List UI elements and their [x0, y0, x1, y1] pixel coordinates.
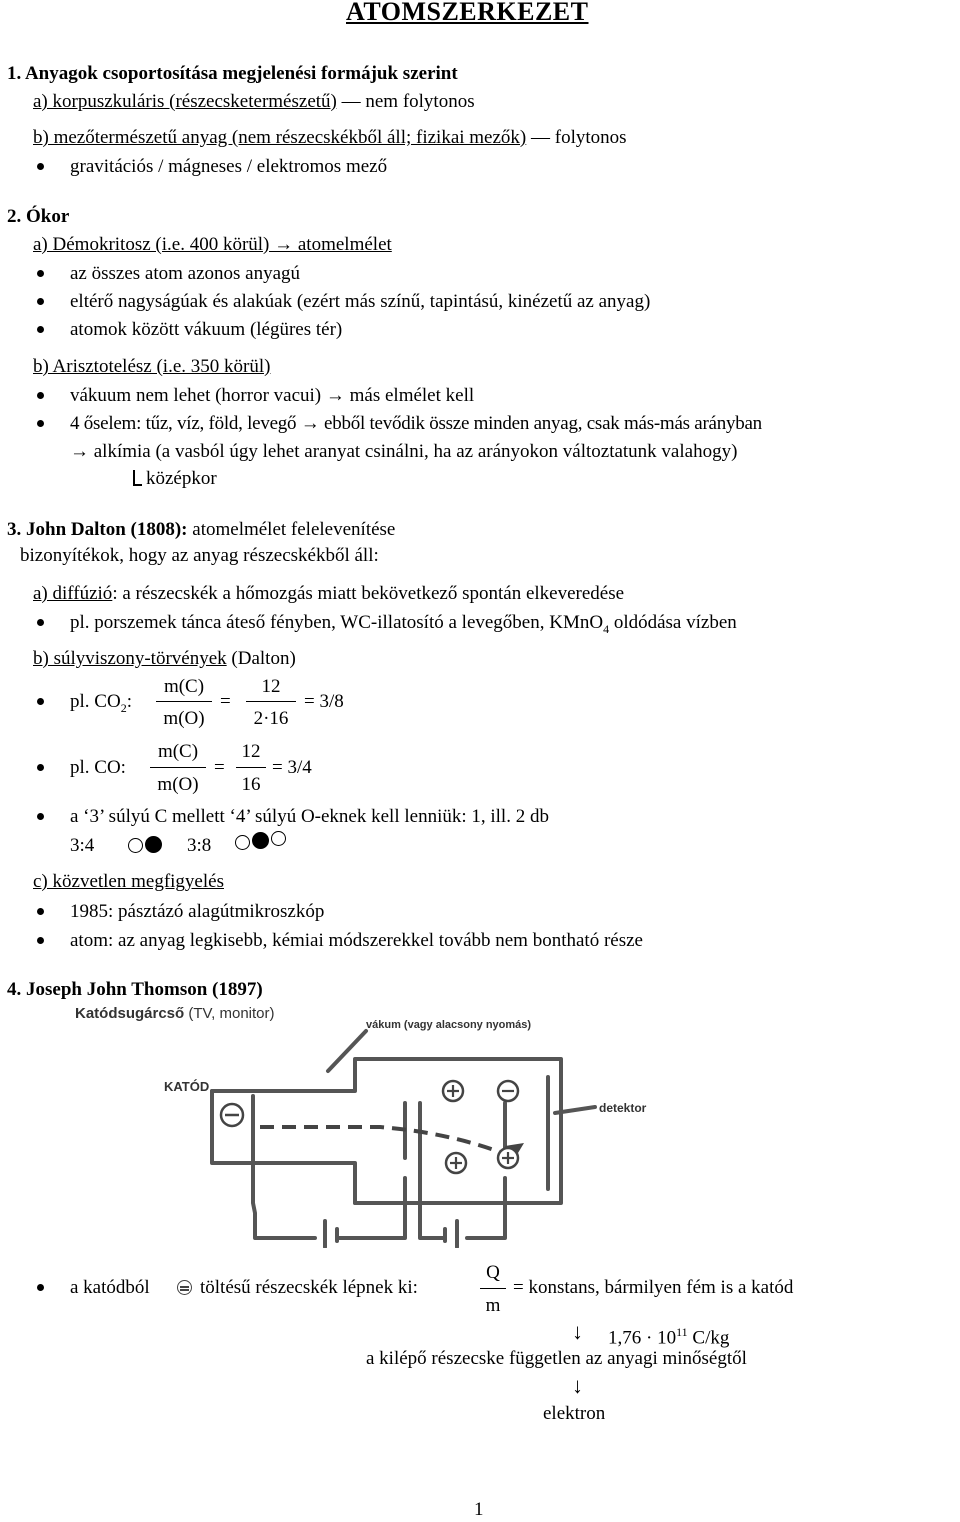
negative-charge-icon: [177, 1280, 192, 1295]
bullet-icon: [37, 937, 44, 944]
s2-a-bullet-1: az összes atom azonos anyagú: [70, 263, 301, 284]
co2-label-text: pl. CO: [70, 691, 121, 712]
s1-a-label: a) korpuszkuláris (részecsketermészetű): [33, 91, 337, 112]
s3-a-label: a) diffúzió: [33, 583, 113, 604]
ratio-3-8: 3:8: [187, 835, 212, 856]
page-number: 1: [474, 1499, 484, 1520]
s3-a-bullet-1-text: pl. porszemek tánca áteső fényben, WC-illatosító a levegőben, KMnO: [70, 612, 604, 633]
co-denominator-2: 16: [241, 774, 261, 795]
bullet-icon: [37, 764, 44, 771]
s2-b-label: b) Arisztotelész (i.e. 350 körül): [33, 356, 271, 377]
s3-a-line: [33, 582, 624, 606]
s3-intro: bizonyítékok, hogy az anyag részecskékből áll:: [20, 545, 379, 566]
fraction-line: [236, 767, 266, 768]
section-3-heading-rest: atomelmélet felelevenítése: [192, 519, 396, 540]
s3-a-bullet-1-text-end: oldódása vízben: [609, 612, 737, 633]
corner-arrow-icon: [133, 470, 142, 486]
ratio-3-4: 3:4: [70, 835, 95, 856]
independent-line: a kilépő részecske független az anyagi minőségtől: [366, 1348, 747, 1369]
charge-q: Q: [486, 1262, 500, 1283]
carbon-atom-icon: [252, 832, 269, 849]
cathode-ray-tube-diagram: [75, 1003, 735, 1248]
oxygen-atom-icon: [235, 835, 250, 850]
bullet-icon: [37, 813, 44, 820]
s3-c-bullet-1: 1985: pásztázó alagútmikroszkóp: [70, 901, 325, 922]
tube-drawing: [75, 1003, 735, 1248]
bullet-icon: [37, 298, 44, 305]
bullet-icon: [37, 1284, 44, 1291]
value-base: 1,76 · 10: [608, 1327, 677, 1349]
cathode-label: KATÓD: [164, 1079, 210, 1094]
s3-a-bullet-1: [70, 611, 737, 641]
oxygen-atom-icon: [271, 831, 286, 846]
down-arrow-icon: ↓: [572, 1319, 583, 1344]
section-3-heading: 3. John Dalton (1808):: [7, 519, 188, 540]
section-1-heading: 1. Anyagok csoportosítása megjelenési formájuk szerint: [7, 63, 458, 84]
s3-b-rest: (Dalton): [226, 648, 296, 669]
mass-m: m: [485, 1295, 501, 1316]
bullet-icon: [37, 698, 44, 705]
thomson-line-mid: töltésű részecskék lépnek ki:: [200, 1277, 418, 1298]
co-numerator: m(C): [157, 741, 199, 762]
s3-c-label: c) közvetlen megfigyelés: [33, 871, 224, 892]
bullet-icon: [37, 420, 44, 427]
s2-a-bullet-2: eltérő nagyságúak és alakúak (ezért más színű, tapintású, kinézetű az anyag): [70, 291, 651, 312]
colon: :: [126, 691, 132, 712]
fraction-line: [246, 701, 296, 702]
s1-bullet-1: gravitációs / mágneses / elektromos mező: [70, 156, 388, 177]
co2-denominator: m(O): [163, 708, 205, 729]
value-unit: C/kg: [687, 1327, 730, 1349]
s2-a-label: a) Démokritosz (i.e. 400 körül) → atomelmélet: [33, 234, 392, 255]
specific-charge-value: [608, 1320, 729, 1350]
carbon-atom-icon: [145, 836, 162, 853]
s2-b-bullet-2: 4 őselem: tűz, víz, föld, levegő → ebből tevődik össze minden anyag, csak más-más arányban: [70, 413, 762, 434]
co-result: = 3/4: [272, 757, 312, 778]
s1-b-rest: — folytonos: [531, 127, 627, 148]
exponent: 11: [676, 1325, 688, 1339]
fraction-line: [480, 1288, 506, 1289]
co-equals: =: [214, 757, 225, 778]
vacuum-label: vákum (vagy alacsony nyomás): [366, 1019, 532, 1031]
s1-a-line: [33, 90, 475, 114]
s3-c-bullet-2: atom: az anyag legkisebb, kémiai módszerekkel tovább nem bontható része: [70, 930, 643, 951]
page-title: ATOMSZERKEZET: [346, 0, 589, 26]
co-numerator-2: 12: [241, 741, 261, 762]
subscript: 2: [120, 700, 127, 715]
diagram-title-rest: (TV, monitor): [184, 1005, 275, 1022]
section-4-heading: 4. Joseph John Thomson (1897): [7, 979, 263, 1000]
s1-b-label: b) mezőtermészetű anyag (nem részecskékből áll; fizikai mezők): [33, 127, 527, 148]
bullet-icon: [37, 270, 44, 277]
co2-numerator: m(C): [163, 676, 205, 697]
s2-a-bullet-3: atomok között vákuum (légüres tér): [70, 319, 343, 340]
s3-a-rest: : a részecskék a hőmozgás miatt bekövetkező spontán elkeveredése: [112, 583, 625, 604]
s2-b-bullet-1: vákuum nem lehet (horror vacui) → más elmélet kell: [70, 385, 475, 406]
s3-b-label: b) súlyviszony-törvények: [33, 648, 227, 669]
s1-b-line: [33, 126, 627, 150]
s1-a-rest: — nem folytonos: [341, 91, 475, 112]
co2-result: = 3/8: [304, 691, 344, 712]
section-3-heading-line: [7, 518, 395, 542]
subscript: 4: [603, 621, 610, 636]
fraction-line: [150, 767, 206, 768]
detector-label: detektor: [599, 1101, 647, 1115]
section-2-heading: 2. Ókor: [7, 206, 70, 227]
co2-label: [70, 690, 132, 720]
down-arrow-icon: ↓: [572, 1373, 583, 1398]
thomson-line-pre: a katódból: [70, 1277, 150, 1298]
diagram-title-bold: Katódsugárcső: [75, 1005, 185, 1022]
co2-numerator-2: 12: [261, 676, 281, 697]
s3-b-line: [33, 647, 296, 671]
s2-kozepkor: középkor: [146, 468, 217, 489]
ratio-text: a ‘3’ súlyú C mellett ‘4’ súlyú O-eknek kell lenniük: 1, ill. 2 db: [70, 806, 549, 827]
co-label: pl. CO:: [70, 757, 126, 778]
bullet-icon: [37, 326, 44, 333]
electron-label: elektron: [543, 1403, 606, 1424]
co2-denominator-2: 2·16: [253, 708, 289, 729]
bullet-icon: [37, 163, 44, 170]
oxygen-atom-icon: [128, 838, 143, 853]
bullet-icon: [37, 908, 44, 915]
s2-b-arrow-line: → alkímia (a vasból úgy lehet aranyat csinálni, ha az arányokon változtatunk valahogy): [70, 441, 738, 462]
bullet-icon: [37, 392, 44, 399]
fraction-line: [156, 701, 212, 702]
thomson-line-post: = konstans, bármilyen fém is a katód: [513, 1277, 794, 1298]
co2-equals: =: [220, 691, 231, 712]
co-denominator: m(O): [157, 774, 199, 795]
bullet-icon: [37, 619, 44, 626]
